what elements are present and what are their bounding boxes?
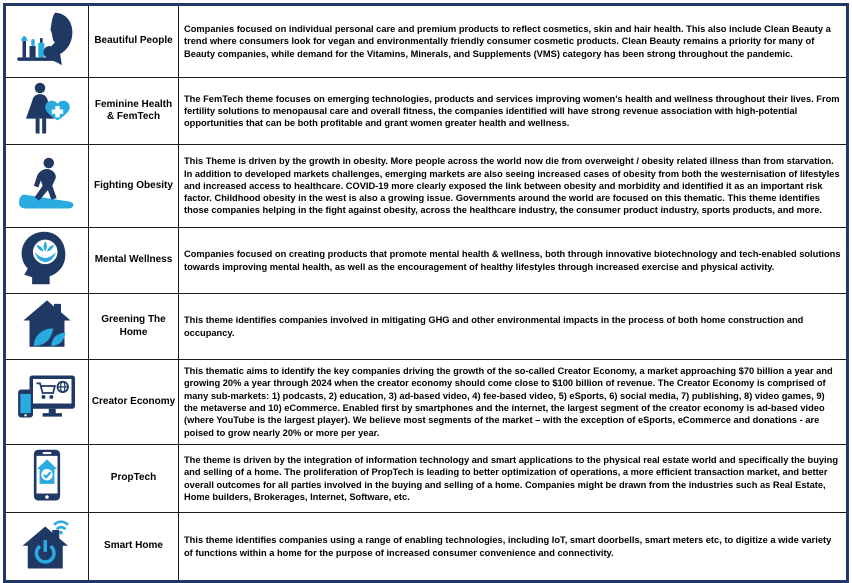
theme-name: PropTech <box>110 472 157 484</box>
icon-cell <box>5 228 89 294</box>
table-row-mental-wellness <box>5 228 848 294</box>
theme-description-cell <box>179 145 848 228</box>
themes-table <box>3 3 849 583</box>
theme-name-cell <box>89 294 179 360</box>
table-row-beautiful-people <box>5 5 848 78</box>
theme-description: This Theme is driven by the growth in obesity. More people across the world now die from overweight / obesity related illness than from starvation. In addition to developed markets challenges, emerging markets are also seeing increased cases of obesity from both the westernisation of lifestyles and increased access to healthcare. COVID-19 more clearly exposed the link between obesity and morbidity and identified it as an important risk factor. Childhood obesity in the west is also a growing issue. Governments around the world are focused on this thematic. This theme identifies those companies helping in the fight against obesity, across the healthcare industry, the consumer product industry, sports products, and more. <box>184 156 840 216</box>
table-row-proptech <box>5 445 848 513</box>
theme-name: Creator Economy <box>91 395 176 407</box>
theme-description: The theme is driven by the integration of information technology and smart applications to the physical real estate world and specifically the buying and selling of a home. The proliferation of PropTech is leading to better optimization of operations, a more efficient transaction market, and better overall outcomes for all parties involved in the buying and selling of a home. Companies might be drawn from the industries such as Real Estate, Home builders, Brokerages, Internet, Software, etc. <box>184 454 839 502</box>
theme-description-cell <box>179 228 848 294</box>
theme-description: Companies focused on creating products that promote mental health & wellness, both through innovative biotechnology and tech-enabled solutions towards improving mental health, as well as the encouragement of healthy lifestyles through increased exercise and physical activity. <box>184 249 841 272</box>
theme-description: This theme identifies companies involved in mitigating GHG and other environmental impacts in the process of both home construction and occupancy. <box>184 315 804 338</box>
theme-description-cell <box>179 445 848 513</box>
beautiful-people-icon <box>14 11 80 67</box>
icon-cell <box>5 5 89 78</box>
theme-name: Greening The Home <box>101 314 166 338</box>
theme-description-cell <box>179 5 848 78</box>
theme-description: This theme identifies companies using a range of enabling technologies, including IoT, smart doorbells, smart meters etc, to digitize a wide variety of functions within a home for the purpose of increased consumer convenience and connectivity. <box>184 535 832 558</box>
theme-description: The FemTech theme focuses on emerging technologies, products and services improving women's health and wellness throughout their lives. From fertility solutions to menopausal care and overall fitness, the companies identified will have strong revenue association with high-potential opportunities that can be both profitable and grant women greater health and wellness. <box>184 93 840 129</box>
feminine-health-icon <box>14 81 80 137</box>
fighting-obesity-icon <box>14 156 80 212</box>
table-row-feminine-health <box>5 78 848 145</box>
table-row-smart-home <box>5 513 848 582</box>
creator-economy-icon <box>14 372 80 428</box>
theme-name-cell <box>89 5 179 78</box>
icon-cell <box>5 360 89 445</box>
icon-cell <box>5 513 89 582</box>
icon-cell <box>5 78 89 145</box>
theme-name: Feminine Health & FemTech <box>94 98 173 122</box>
theme-name-cell <box>89 145 179 228</box>
theme-description-cell <box>179 294 848 360</box>
theme-name: Mental Wellness <box>94 254 173 266</box>
icon-cell <box>5 294 89 360</box>
theme-description-cell <box>179 78 848 145</box>
table-row-fighting-obesity <box>5 145 848 228</box>
proptech-icon <box>14 448 80 504</box>
theme-description: This thematic aims to identify the key companies driving the growth of the so-called Creator Economy, a market approaching $70 billion a year and growing 20% a year through 2024 when the creator economy should come close to $100 billion of revenue. The Creator Economy is comprised of many sub-markets: 1) podcasts, 2) education, 3) ad-based video, 4) fee-based video, 5) eSports, 6) social media, 7) publishing, 8) video games, 9) the metaverse and 10) eCommerce. Enabled first by smartphones and the internet, the largest segment of the creator economy is ad-based video (where YouTube is the largest player). We believe most segments of the market – with the exception of eSports, eCommerce and donations - are poised to grow nearly 20% or more per year. <box>184 366 833 438</box>
theme-name-cell <box>89 360 179 445</box>
table-row-greening-home <box>5 294 848 360</box>
greening-home-icon <box>14 296 80 352</box>
theme-name-cell <box>89 78 179 145</box>
theme-name: Smart Home <box>104 540 163 552</box>
theme-name-cell <box>89 445 179 513</box>
theme-name: Fighting Obesity <box>94 179 173 191</box>
mental-wellness-icon <box>14 230 80 286</box>
theme-description: Companies focused on individual personal care and premium products to reflect cosmetics, skin and hair health. This also include Clean Beauty a trend where consumers look for vegan and environmentally friendly consumer cosmetic products. Clean Beauty remains a priority for many of Beauty companies, while demand for the Vitamins, Minerals, and Supplements (VMS) category has been strong throughout the pandemic. <box>184 24 831 59</box>
theme-name-cell <box>89 228 179 294</box>
table-row-creator-economy <box>5 360 848 445</box>
theme-description-cell <box>179 513 848 582</box>
theme-name-cell <box>89 513 179 582</box>
smart-home-icon <box>14 516 80 572</box>
icon-cell <box>5 145 89 228</box>
theme-description-cell <box>179 360 848 445</box>
theme-name: Beautiful People <box>94 35 173 47</box>
icon-cell <box>5 445 89 513</box>
